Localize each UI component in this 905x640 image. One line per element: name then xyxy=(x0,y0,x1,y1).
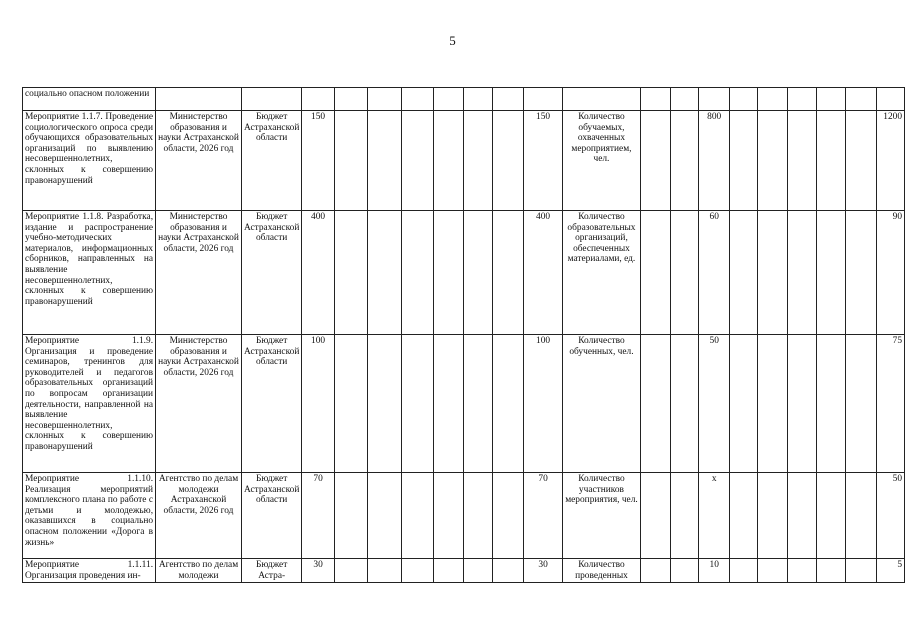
cell-executor: Агентство по делам молодежи xyxy=(156,559,242,583)
activities-table xyxy=(22,87,905,583)
cell-value-b: 90 xyxy=(877,211,905,335)
cell-amount-a: 150 xyxy=(302,111,334,211)
cell-executor: Агентство по делам молодежи Астраханской области, 2026 год xyxy=(156,473,242,559)
empty-cell xyxy=(402,111,434,211)
cell-executor: Министерство образования и науки Астраханской области, 2026 год xyxy=(156,211,242,335)
cell-activity: социально опасном положении xyxy=(23,88,156,111)
empty-cell xyxy=(463,111,493,211)
empty-cell xyxy=(402,335,434,473)
empty-cell xyxy=(729,559,757,583)
cell-amount-a: 400 xyxy=(302,211,334,335)
cell-value-a: 800 xyxy=(699,111,729,211)
empty-cell xyxy=(817,335,846,473)
empty-cell xyxy=(729,335,757,473)
cell-indicator: Количество участников мероприятия, чел. xyxy=(563,473,641,559)
empty-cell xyxy=(787,335,817,473)
cell-activity: Мероприятие 1.1.7. Проведение социологического опроса среди обучающихся образовательных организаций по выявлению несовершеннолетних, склонных к совершению правонарушений xyxy=(23,111,156,211)
empty-cell xyxy=(433,211,463,335)
empty-cell xyxy=(670,559,699,583)
empty-cell xyxy=(729,473,757,559)
empty-cell xyxy=(402,473,434,559)
cell-value-a: x xyxy=(699,473,729,559)
cell-source: Бюджет Астра- xyxy=(241,559,301,583)
empty-cell xyxy=(846,88,877,111)
empty-cell xyxy=(670,111,699,211)
empty-cell xyxy=(368,88,402,111)
cell-source: Бюджет Астраханской области xyxy=(241,111,301,211)
cell-amount-b: 70 xyxy=(524,473,563,559)
empty-cell xyxy=(787,559,817,583)
cell-value-a xyxy=(699,88,729,111)
empty-cell xyxy=(402,559,434,583)
empty-cell xyxy=(463,559,493,583)
empty-cell xyxy=(846,211,877,335)
empty-cell xyxy=(493,211,524,335)
empty-cell xyxy=(640,211,670,335)
empty-cell xyxy=(729,211,757,335)
empty-cell xyxy=(334,88,368,111)
cell-amount-b: 400 xyxy=(524,211,563,335)
cell-value-b: 1200 xyxy=(877,111,905,211)
empty-cell xyxy=(493,335,524,473)
cell-value-a: 50 xyxy=(699,335,729,473)
table-row xyxy=(23,211,905,335)
empty-cell xyxy=(493,559,524,583)
empty-cell xyxy=(757,559,787,583)
empty-cell xyxy=(640,335,670,473)
empty-cell xyxy=(640,473,670,559)
cell-executor: Министерство образования и науки Астраханской области, 2026 год xyxy=(156,111,242,211)
empty-cell xyxy=(402,211,434,335)
cell-indicator: Количество обучаемых, охваченных мероприятием, чел. xyxy=(563,111,641,211)
empty-cell xyxy=(334,559,368,583)
cell-value-a: 10 xyxy=(699,559,729,583)
empty-cell xyxy=(640,559,670,583)
cell-amount-b xyxy=(524,88,563,111)
cell-amount-a: 30 xyxy=(302,559,334,583)
table-row xyxy=(23,473,905,559)
cell-source: Бюджет Астраханской области xyxy=(241,335,301,473)
cell-executor xyxy=(156,88,242,111)
cell-amount-a: 70 xyxy=(302,473,334,559)
empty-cell xyxy=(334,211,368,335)
empty-cell xyxy=(463,335,493,473)
empty-cell xyxy=(817,559,846,583)
cell-activity: Мероприятие 1.1.11. Организация проведения ин- xyxy=(23,559,156,583)
empty-cell xyxy=(670,88,699,111)
empty-cell xyxy=(493,111,524,211)
cell-activity: Мероприятие 1.1.9. Организация и проведение семинаров, тренингов для руководителей и педагогов образовательных организаций по вопросам организации деятельности, направленной на выявление несовершеннолетних, склонных к совершению правонарушений xyxy=(23,335,156,473)
empty-cell xyxy=(787,211,817,335)
empty-cell xyxy=(368,335,402,473)
empty-cell xyxy=(787,473,817,559)
cell-executor: Министерство образования и науки Астраханской области, 2026 год xyxy=(156,335,242,473)
empty-cell xyxy=(368,559,402,583)
table-row xyxy=(23,111,905,211)
empty-cell xyxy=(846,559,877,583)
cell-source: Бюджет Астраханской области xyxy=(241,211,301,335)
cell-source xyxy=(241,88,301,111)
empty-cell xyxy=(757,111,787,211)
empty-cell xyxy=(757,335,787,473)
cell-value-b: 50 xyxy=(877,473,905,559)
empty-cell xyxy=(787,111,817,211)
table-row xyxy=(23,88,905,111)
empty-cell xyxy=(846,473,877,559)
empty-cell xyxy=(670,473,699,559)
empty-cell xyxy=(334,473,368,559)
cell-amount-b: 100 xyxy=(524,335,563,473)
cell-amount-b: 150 xyxy=(524,111,563,211)
cell-amount-a: 100 xyxy=(302,335,334,473)
table-row xyxy=(23,559,905,583)
empty-cell xyxy=(433,335,463,473)
cell-indicator: Количество обученных, чел. xyxy=(563,335,641,473)
empty-cell xyxy=(670,335,699,473)
empty-cell xyxy=(463,473,493,559)
cell-value-a: 60 xyxy=(699,211,729,335)
empty-cell xyxy=(640,88,670,111)
cell-amount-a xyxy=(302,88,334,111)
empty-cell xyxy=(334,335,368,473)
empty-cell xyxy=(817,88,846,111)
cell-indicator: Количество проведенных xyxy=(563,559,641,583)
cell-indicator: Количество образовательных организаций, обеспеченных материалами, ед. xyxy=(563,211,641,335)
empty-cell xyxy=(368,473,402,559)
empty-cell xyxy=(757,211,787,335)
empty-cell xyxy=(493,473,524,559)
empty-cell xyxy=(433,559,463,583)
empty-cell xyxy=(729,88,757,111)
empty-cell xyxy=(334,111,368,211)
empty-cell xyxy=(402,88,434,111)
cell-activity: Мероприятие 1.1.8. Разработка, издание и распространение учебно-методических материалов, информационных сборников, направленных на выявление несовершеннолетних, склонных к совершению правонарушений xyxy=(23,211,156,335)
empty-cell xyxy=(787,88,817,111)
cell-value-b xyxy=(877,88,905,111)
page-number: 5 xyxy=(449,33,456,48)
empty-cell xyxy=(817,111,846,211)
empty-cell xyxy=(368,111,402,211)
empty-cell xyxy=(846,335,877,473)
empty-cell xyxy=(368,211,402,335)
empty-cell xyxy=(640,111,670,211)
empty-cell xyxy=(493,88,524,111)
empty-cell xyxy=(433,88,463,111)
empty-cell xyxy=(463,211,493,335)
cell-amount-b: 30 xyxy=(524,559,563,583)
empty-cell xyxy=(670,211,699,335)
empty-cell xyxy=(757,88,787,111)
cell-value-b: 5 xyxy=(877,559,905,583)
cell-value-b: 75 xyxy=(877,335,905,473)
cell-source: Бюджет Астраханской области xyxy=(241,473,301,559)
empty-cell xyxy=(846,111,877,211)
empty-cell xyxy=(729,111,757,211)
table-row xyxy=(23,335,905,473)
empty-cell xyxy=(433,473,463,559)
cell-activity: Мероприятие 1.1.10. Реализация мероприятий комплексного плана по работе с детьми и молодежью, оказавшихся в социально опасном положении «Дорога в жизнь» xyxy=(23,473,156,559)
cell-indicator xyxy=(563,88,641,111)
empty-cell xyxy=(463,88,493,111)
empty-cell xyxy=(817,473,846,559)
empty-cell xyxy=(817,211,846,335)
empty-cell xyxy=(433,111,463,211)
empty-cell xyxy=(757,473,787,559)
